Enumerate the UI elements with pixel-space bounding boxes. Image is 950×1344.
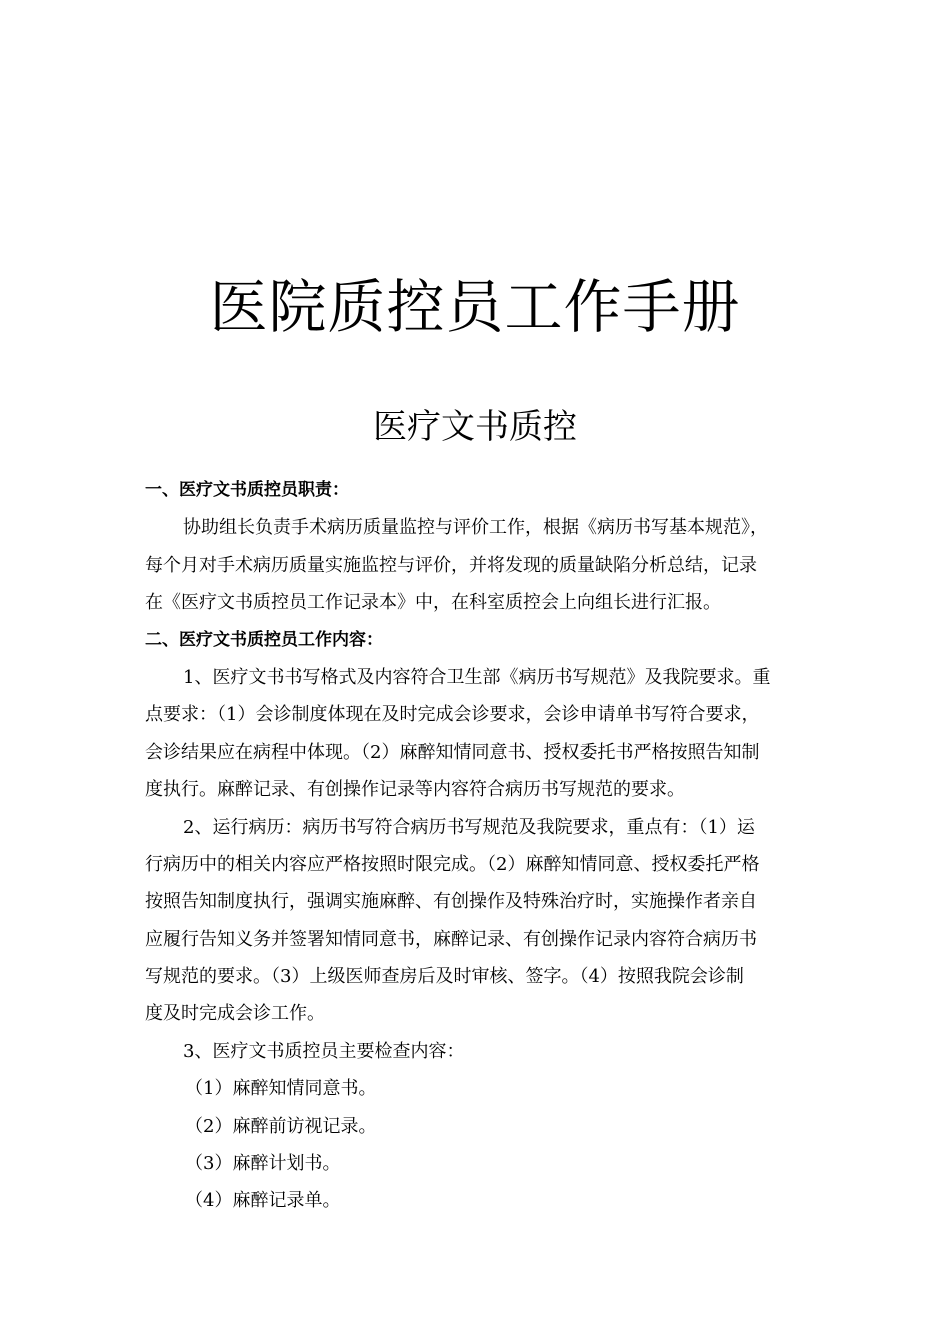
paragraph-line: 协助组长负责手术病历质量监控与评价工作，根据《病历书写基本规范》， <box>183 517 768 539</box>
list-item: （4）麻醉记录单。 <box>185 1190 341 1212</box>
document-body <box>145 472 810 1220</box>
paragraph-line: 度及时完成会诊工作。 <box>145 1003 325 1025</box>
paragraph-line: 会诊结果应在病程中体现。（2）麻醉知情同意书、授权委托书严格按照告知制 <box>145 741 760 763</box>
paragraph-line: 2、运行病历：病历书写符合病历书写规范及我院要求，重点有：（1）运 <box>183 816 755 838</box>
paragraph-line: 每个月对手术病历质量实施监控与评价，并将发现的质量缺陷分析总结，记录 <box>145 554 757 576</box>
paragraph-line: 按照告知制度执行，强调实施麻醉、有创操作及特殊治疗时，实施操作者亲自 <box>145 891 757 913</box>
list-item: （1）麻醉知情同意书。 <box>185 1078 377 1100</box>
paragraph-line: 3、医疗文书质控员主要检查内容： <box>183 1040 465 1062</box>
paragraph-line: 应履行告知义务并签署知情同意书，麻醉记录、有创操作记录内容符合病历书 <box>145 928 757 950</box>
list-item: （3）麻醉计划书。 <box>185 1153 341 1175</box>
paragraph-line: 写规范的要求。（3）上级医师查房后及时审核、签字。（4）按照我院会诊制 <box>145 966 744 988</box>
section-title: 医疗文书质控 <box>373 407 577 448</box>
paragraph-line: 在《医疗文书质控员工作记录本》中，在科室质控会上向组长进行汇报。 <box>145 592 721 614</box>
paragraph-line: 行病历中的相关内容应严格按照时限完成。（2）麻醉知情同意、授权委托严格 <box>145 853 760 875</box>
list-item: （2）麻醉前访视记录。 <box>185 1115 377 1137</box>
heading-work-content: 二、医疗文书质控员工作内容： <box>145 629 383 650</box>
paragraph-line: 1、医疗文书书写格式及内容符合卫生部《病历书写规范》及我院要求。重 <box>183 666 771 688</box>
heading-duties: 一、医疗文书质控员职责： <box>145 480 349 500</box>
document-title: 医院质控员工作手册 <box>209 272 741 341</box>
paragraph-line: 度执行。麻醉记录、有创操作记录等内容符合病历书写规范的要求。 <box>145 779 685 801</box>
paragraph-line: 点要求：（1）会诊制度体现在及时完成会诊要求，会诊申请单书写符合要求， <box>145 704 760 726</box>
